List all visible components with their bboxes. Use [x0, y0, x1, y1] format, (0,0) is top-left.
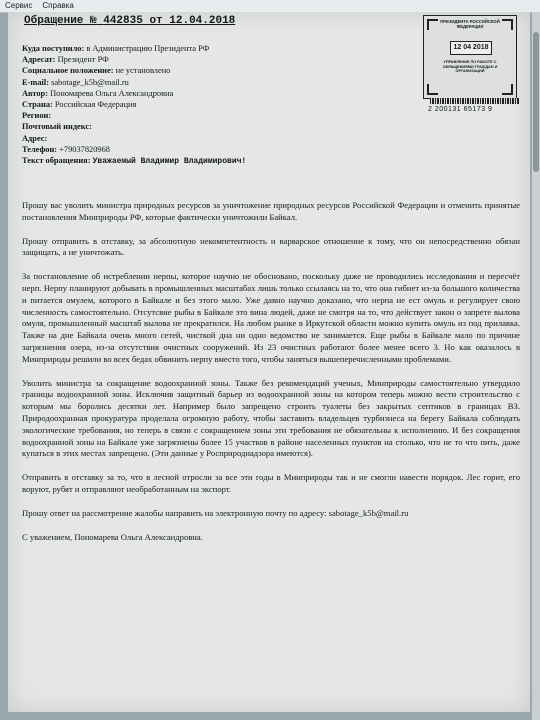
meta-row-phone [22, 144, 407, 155]
meta-value: не установлено [115, 66, 171, 76]
document-title [24, 15, 235, 27]
meta-label: E-mail: [22, 77, 49, 87]
paragraph: Отправить в отставку за то, что в лесной отросли за все эти годы в Минприроды так и не смогли навести порядок. Лес горит, его воруют, рубят и отправляют необработанным на экспорт. [22, 472, 520, 494]
meta-label: Социальное положение: [22, 66, 114, 76]
meta-row-address [22, 133, 407, 144]
meta-row-social-status [22, 65, 407, 76]
meta-label: Адрес: [22, 133, 48, 143]
meta-label: Почтовый индекс: [22, 122, 92, 132]
scrollbar-thumb[interactable] [533, 32, 539, 172]
meta-row-email [22, 77, 407, 88]
title-date-word: от [149, 15, 163, 27]
meta-row-postcode [22, 121, 407, 132]
paragraph: Прошу отправить в отставку, за абсолютную некомпетентность и варварское отношение к тому, что он непосредственно обязан защищать, а не уничтожать. [22, 235, 520, 258]
paragraph: Уволить министра за сокращение водоохранной зоны. Также без рекомендаций ученых, Минприроды самостоятельно утвердило границы водоохранной зоны. Исключив защитный барьер из водоохранной зоны на котором теперь можно вести строительство с которым мы боролись десятки лет. Например было запрещено строить туалеты без закрытых септиков в границах ВЗ. Природоохранная прокуратура проделала огромную работу, чтобы заставить владельцев турбизнеса на берегу Байкала соблюдать экологические требования, но теперь в связи с сокращением зоны эти требования не обязательны к исполнению. И без сокращения водоохранной зоны на Байкале уже загрязнены более 15 участков в районе населенных пунктов на столько, что не то что пить, даже купаться в этих местах запрещено. (Эти данные у Росприроднадзора имеются). [22, 377, 520, 459]
stamp-date: 12 04 2018 [450, 41, 492, 55]
scanned-document [8, 12, 530, 712]
paragraph: Прошу ответ на рассмотрение жалобы направить на электронную почту по адресу: sabotage_k5b@mail.ru [22, 507, 409, 518]
meta-label: Регион: [22, 111, 52, 121]
stamp-subtitle: УПРАВЛЕНИЕ ПО РАБОТЕ С ОБРАЩЕНИЯМИ ГРАЖДАН И ОРГАНИЗАЦИЙ [442, 60, 498, 74]
meta-value: Президент РФ [57, 55, 109, 65]
vertical-scrollbar[interactable] [532, 12, 540, 720]
registration-stamp [423, 15, 517, 99]
menu-item-help[interactable]: Справка [42, 1, 74, 10]
appeal-metadata [22, 43, 407, 167]
meta-label: Куда поступило: [22, 44, 85, 53]
meta-label: Телефон: [22, 144, 58, 154]
signature: С уважением, Пономарева Ольга Александровна. [22, 531, 203, 542]
meta-row-region [22, 110, 407, 121]
paragraph: За постановление об истреблении нерпы, которое научно не обосновано, поскольку даже не проводились исследования и пересчёт нерп. Нерпу планируют добывать в промышленных масштабах лишь только ссылаясь на то, что она гибнет из-за большого количества и питается омулем, которого в Байкале и без этого мало. Уже давно научно доказано, что нерпа не ест омуль и регулирует свою численность самостоятельно. Отсутсвие рыбы в Байкале это вина людей, даже не смотря на то, что действует закон о запрете вылова омуля, промышленный масштаб вылова не прекратился. На любом рынке в Иркутской области можно купить омуль из под прилавка. Также на дне Байкала очень много сетей, чисткой дна ни одно ведомство не занимается. Еще рыбы в Байкале мало по причине загрязнения озера, из-за отсутствия очистных сооружений. Из 23 очистных работают более менее всего 3. Но как оказалось в Минприроды решили во всех бедах обвинить нерпу вместо того, чтобы заняться вышеперечисленными проблемами. [22, 271, 520, 364]
barcode-number: 2 200131 65173 9 [428, 106, 493, 113]
meta-value: в Администрацию Президента РФ [86, 44, 210, 53]
meta-label: Текст обращения: [22, 156, 91, 166]
stamp-org: ПРЕЗИДЕНТА РОССИЙСКОЙ ФЕДЕРАЦИИ [440, 19, 500, 29]
meta-row-author [22, 88, 407, 99]
meta-row-text [22, 155, 407, 167]
meta-value: sabotage_k5b@mail.ru [51, 77, 129, 87]
title-label: Обращение № [24, 15, 97, 27]
meta-value: Уважаемый Владимир Владимирович! [92, 157, 247, 167]
meta-value: +79037820968 [59, 144, 110, 154]
appeal-date: 12.04.2018 [169, 15, 236, 27]
meta-row-country [22, 99, 407, 110]
appeal-number: 442835 [103, 15, 143, 27]
menu-item-service[interactable]: Сервис [5, 1, 33, 10]
paragraph: Прошу вас уволить министра природных ресурсов за уничтожение природных ресурсов Российской Федерации и отменить принятые постановления Минприроды РФ, которые фактически уничтожили Байкал. [22, 200, 520, 222]
meta-value: Российская Федерация [54, 100, 137, 110]
meta-value: Пономарева Ольга Александровна [50, 88, 174, 98]
meta-label: Страна: [22, 100, 53, 110]
meta-row-destination [22, 43, 407, 54]
appeal-body [22, 200, 520, 555]
meta-row-addressee [22, 54, 407, 65]
meta-label: Автор: [22, 88, 48, 98]
barcode [430, 98, 520, 104]
meta-label: Адресат: [22, 55, 56, 65]
